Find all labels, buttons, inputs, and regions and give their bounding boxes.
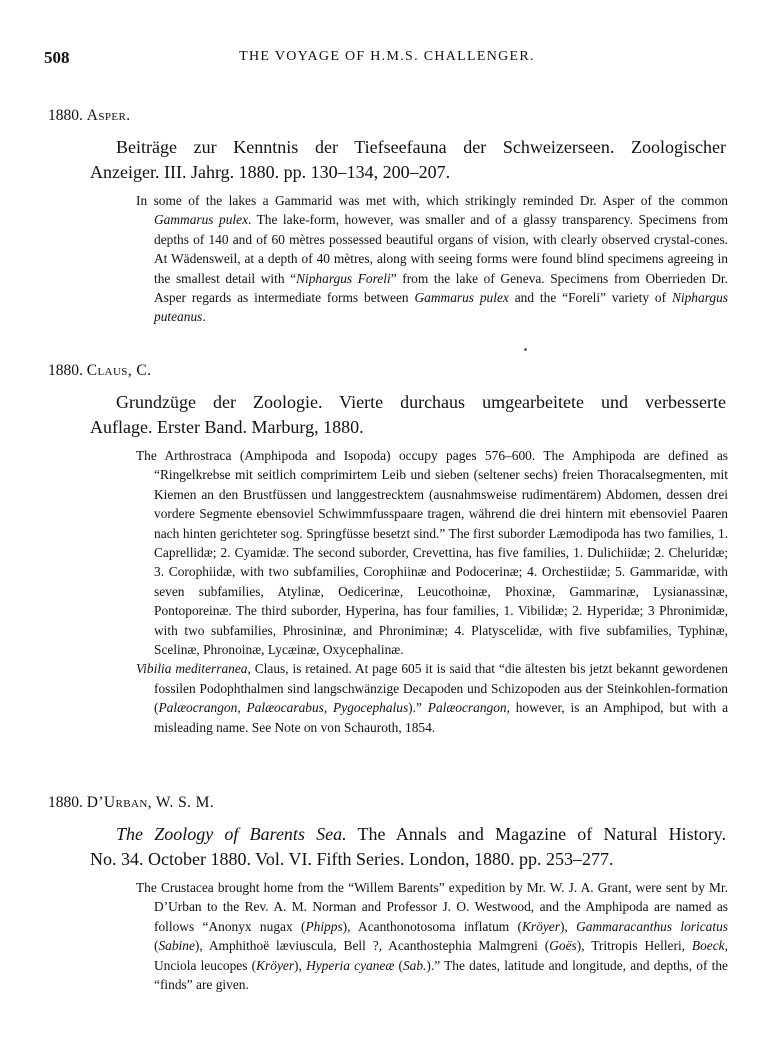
entry-title (90, 135, 726, 185)
page-header (44, 48, 730, 70)
italic-text: Goës (549, 938, 577, 954)
text-run: ), (294, 957, 307, 973)
italic-text: Palæocrangon, (427, 700, 510, 716)
text-run: The Crustacea brought home from the “Willem Barents” expedition by Mr. W. J. A. Grant, were sent by Mr. D’Urban to the Rev. A. M. Norman and Professor J. O. Westwood, and the Amphipoda are named as follows “Anonyx nugax ( (136, 880, 728, 934)
entry-abstract (136, 446, 728, 737)
entry-title (90, 822, 726, 872)
entry-heading (48, 360, 728, 382)
running-title: THE VOYAGE OF H.M.S. CHALLENGER. (239, 49, 535, 64)
entry-abstract (136, 191, 728, 327)
italic-text: Hyperia cyaneæ (306, 957, 395, 973)
text-run: In some of the lakes a Gammarid was met with, which strikingly reminded Dr. Asper of the common (136, 193, 728, 208)
text-run: . (202, 309, 206, 325)
italic-text: Palæocrangon, Palæocarabus, Pygocephalus (158, 700, 409, 716)
text-run: ( (394, 957, 403, 973)
text-run: and the “Foreli” variety of (508, 290, 672, 306)
text-run: , Unciola leucopes ( (154, 938, 728, 973)
title-line: Auflage. Erster Band. Marburg, 1880. (90, 417, 364, 437)
italic-text: Phipps (305, 918, 343, 934)
entry-author: Claus, C. (86, 362, 152, 379)
italic-text: Niphargus Foreli (296, 270, 391, 286)
text-run: ( (154, 938, 159, 954)
title-line: No. 34. October 1880. Vol. VI. Fifth Series. London, 1880. pp. 253–277. (90, 849, 614, 869)
page-number: 508 (44, 48, 70, 67)
entry-heading (48, 105, 728, 127)
text-run: ).” (408, 700, 428, 716)
title-line: Beiträge zur Kenntnis der Tiefseefauna der Schweizerseen. Zoologischer (116, 137, 726, 157)
title-line: Grundzüge der Zoologie. Vierte durchaus umgearbeitete und verbesserte (116, 392, 726, 412)
text-run: The Arthrostraca (Amphipoda and Isopoda) occupy pages 576–600. The Amphipoda are defined as “Ringelkrebse mit seitlich comprimirtem Leib und sieben (seltener sechs) freien Thoracalsegmenten, mit Kiemen an den Brustfüssen und langgestrecktem (ausnahmsweise rudimentärem) Abdomen, dessen drei vordere Segmente ebensoviel Schwimmfusspaare tragen, während die drei hintern mit ebensoviel Paaren nach hinten gerichteter sog. Springfüsse besetzt sind.” The first suborder Læmodipoda has two families, 1. Caprellidæ; 2. Cyamidæ. The second suborder, Crevettina, has five families, 1. Dulichiidæ; 2. Cheluridæ; 3. Corophiidæ, with two subfamilies, Corophiinæ and Podocerinæ; 4. Orchestiidæ; 5. Gammaridæ, with seven subfamilies, Atylinæ, Oedicerinæ, Leucothoinæ, Phoxinæ, Gammarinæ, Lysianassinæ, Pontoporeinæ. The third suborder, Hyperina, has four families, 1. Vibilidæ; 2. Hyperidæ; 3 Phronimidæ, with two subfamilies, Phrosininæ, and Phroniminæ; 4. Platyscelidæ, with five subfamilies, Typhinæ, Scelinæ, Phronoinæ, Lycæinæ, Oxycephalinæ. (136, 448, 728, 658)
italic-text: Boeck (691, 938, 725, 954)
text-run: ), Amphithoë læviuscula, Bell ?, Acanthostephia Malmgreni ( (194, 938, 550, 954)
abstract-paragraph (136, 659, 728, 737)
text-run: ” from the lake of Geneva. Specimens from Oberrieden Dr. Asper regards as intermediate forms between (154, 270, 728, 306)
print-speck (524, 348, 527, 351)
italic-text: Niphargus puteanus (154, 290, 729, 325)
italic-text: Gammaracanthus loricatus (576, 918, 729, 934)
italic-text: Gammarus pulex (154, 212, 249, 228)
text-run: ), (559, 918, 577, 934)
entry-year: 1880. (48, 794, 83, 811)
entry-title (90, 390, 726, 440)
italic-text: The Zoology of Barents Sea. (116, 824, 347, 844)
text-run: ).” The dates, latitude and longitude, and depths, of the “finds” are given. (154, 957, 728, 993)
italic-text: Vibilia mediterranea (136, 661, 248, 677)
text-run: , Claus, is retained. At page 605 it is said that “die ältesten bis jetzt bekannt gewordenen fossilen Podophthalmen sind langschwänzige Decapoden und Schizopoden aus der Steinkohlen-formation ( (154, 661, 728, 716)
italic-text: Sabine (158, 938, 195, 954)
text-run: ), Tritropis Helleri, (576, 938, 692, 954)
bibliography-entry (48, 792, 728, 994)
entry-author: Asper. (86, 107, 131, 124)
bibliography-entry (48, 360, 728, 737)
entry-abstract (136, 878, 728, 994)
title-line: The Zoology of Barents Sea. The Annals and Magazine of Natural History. (116, 824, 726, 844)
abstract-paragraph (136, 191, 728, 327)
entry-author: D’Urban, W. S. M. (86, 794, 215, 811)
italic-text: Kröyer (256, 957, 295, 973)
abstract-paragraph (136, 878, 728, 994)
text-run: ), Acanthonotosoma inflatum ( (342, 918, 522, 934)
italic-text: Kröyer (522, 918, 560, 934)
text-run: . The lake-form, however, was smaller and of a glassy transparency. Specimens from depths of 140 and of 60 mètres possessed beautiful organs of vision, with clearly observed crystal-cones. At Wädensweil, at a depth of 40 mètres, along with seeing forms were found blind specimens agreeing in the smallest detail with “ (154, 212, 728, 286)
italic-text: Gammarus pulex (414, 290, 509, 306)
entry-year: 1880. (48, 362, 83, 379)
entry-heading (48, 792, 728, 814)
abstract-paragraph (136, 446, 728, 659)
bibliography-entry (48, 105, 728, 327)
text-run: however, is an Amphipod, but with a misleading name. See Note on von Schauroth, 1854. (154, 700, 729, 735)
title-line: Anzeiger. III. Jahrg. 1880. pp. 130–134, 200–207. (90, 162, 451, 182)
entry-year: 1880. (48, 107, 83, 124)
italic-text: Sab. (402, 957, 427, 973)
